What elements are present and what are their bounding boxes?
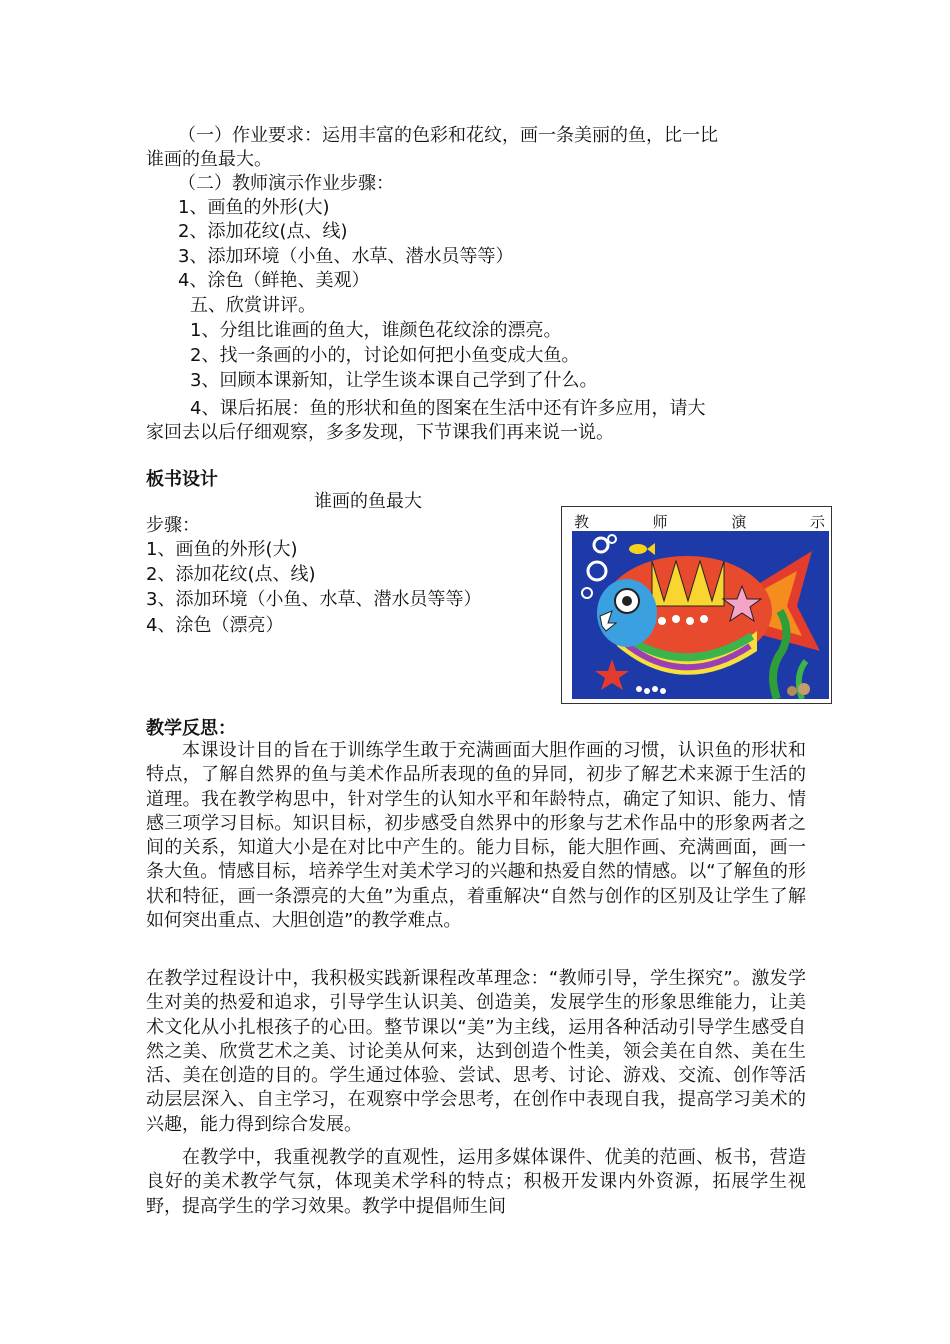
teacher-demo-figure [561,506,832,704]
board-step-1: 1、画鱼的外形(大) [146,539,298,560]
demo-steps-heading: （二）教师演示作业步骤： [178,173,394,194]
caption-char: 师 [652,513,668,531]
demo-step-3: 3、添加环境（小鱼、水草、潜水员等等） [178,246,514,267]
extension-line1: 4、课后拓展：鱼的形状和鱼的图案在生活中还有许多应用，请大 [190,398,706,419]
figure-caption [574,511,825,531]
board-title: 谁画的鱼最大 [314,491,422,512]
reflection-heading: 教学反思： [146,718,236,739]
caption-char: 示 [809,513,825,531]
appreciation-heading: 五、欣赏讲评。 [190,295,316,316]
board-design-heading: 板书设计 [146,469,218,490]
appreciation-item-3: 3、回顾本课新知，让学生谈本课自己学到了什么。 [190,370,598,391]
homework-requirement-line1: （一）作业要求：运用丰富的色彩和花纹，画一条美丽的鱼，比一比 [178,125,718,146]
caption-char: 教 [574,513,590,531]
reflection-paragraph-3: 在教学中，我重视教学的直观性，运用多媒体课件、优美的范画、板书，营造良好的美术教学气氛，体现美术学科的特点；积极开发课内外资源，拓展学生视野，提高学生的学习效果。教学中提倡师生间 [146,1147,806,1217]
reflection-paragraph-1: 本课设计目的旨在于训练学生敢于充满画面大胆作画的习惯，认识鱼的形状和特点，了解自然界的鱼与美术作品所表现的鱼的异同，初步了解艺术来源于生活的道理。我在教学构思中，针对学生的认知水平和年龄特点，确定了知识、能力、情感三项学习目标。知识目标，初步感受自然界中的形象与艺术作品中的形象两者之间的关系，知道大小是在对比中产生的。能力目标，能大胆作画、充满画面，画一条大鱼。情感目标，培养学生对美术学习的兴趣和热爱自然的情感。以“了解鱼的形状和特征，画一条漂亮的大鱼”为重点，着重解决“自然与创作的区别及让学生了解如何突出重点、大胆创造”的教学难点。 [146,740,806,932]
fish-drawing-illustration [572,531,829,699]
caption-char: 演 [731,513,747,531]
demo-step-1: 1、画鱼的外形(大) [178,197,330,218]
appreciation-item-1: 1、分组比谁画的鱼大，谁颜色花纹涂的漂亮。 [190,320,562,341]
reflection-paragraph-2: 在教学过程设计中，我积极实践新课程改革理念：“教师引导，学生探究”。激发学生对美的热爱和追求，引导学生认识美、创造美，发展学生的形象思维能力，让美术文化从小扎根孩子的心田。整节课以“美”为主线，运用各种活动引导学生感受自然之美、欣赏艺术之美、讨论美从何来，达到创造个性美，领会美在自然、美在生活、美在创造的目的。学生通过体验、尝试、思考、讨论、游戏、交流、创作等活动层层深入、自主学习，在观察中学会思考，在创作中表现自我，提高学习美术的兴趣，能力得到综合发展。 [146,968,806,1135]
demo-step-4: 4、涂色（鲜艳、美观） [178,270,370,291]
board-steps-label: 步骤： [146,515,200,536]
homework-requirement-line2: 谁画的鱼最大。 [146,149,272,170]
board-step-3: 3、添加环境（小鱼、水草、潜水员等等） [146,589,482,610]
board-step-2: 2、添加花纹(点、线) [146,564,316,585]
board-step-4: 4、涂色（漂亮） [146,615,284,636]
appreciation-item-2: 2、找一条画的小的，讨论如何把小鱼变成大鱼。 [190,345,580,366]
demo-step-2: 2、添加花纹(点、线) [178,221,348,242]
extension-line2: 家回去以后仔细观察，多多发现，下节课我们再来说一说。 [146,422,614,443]
